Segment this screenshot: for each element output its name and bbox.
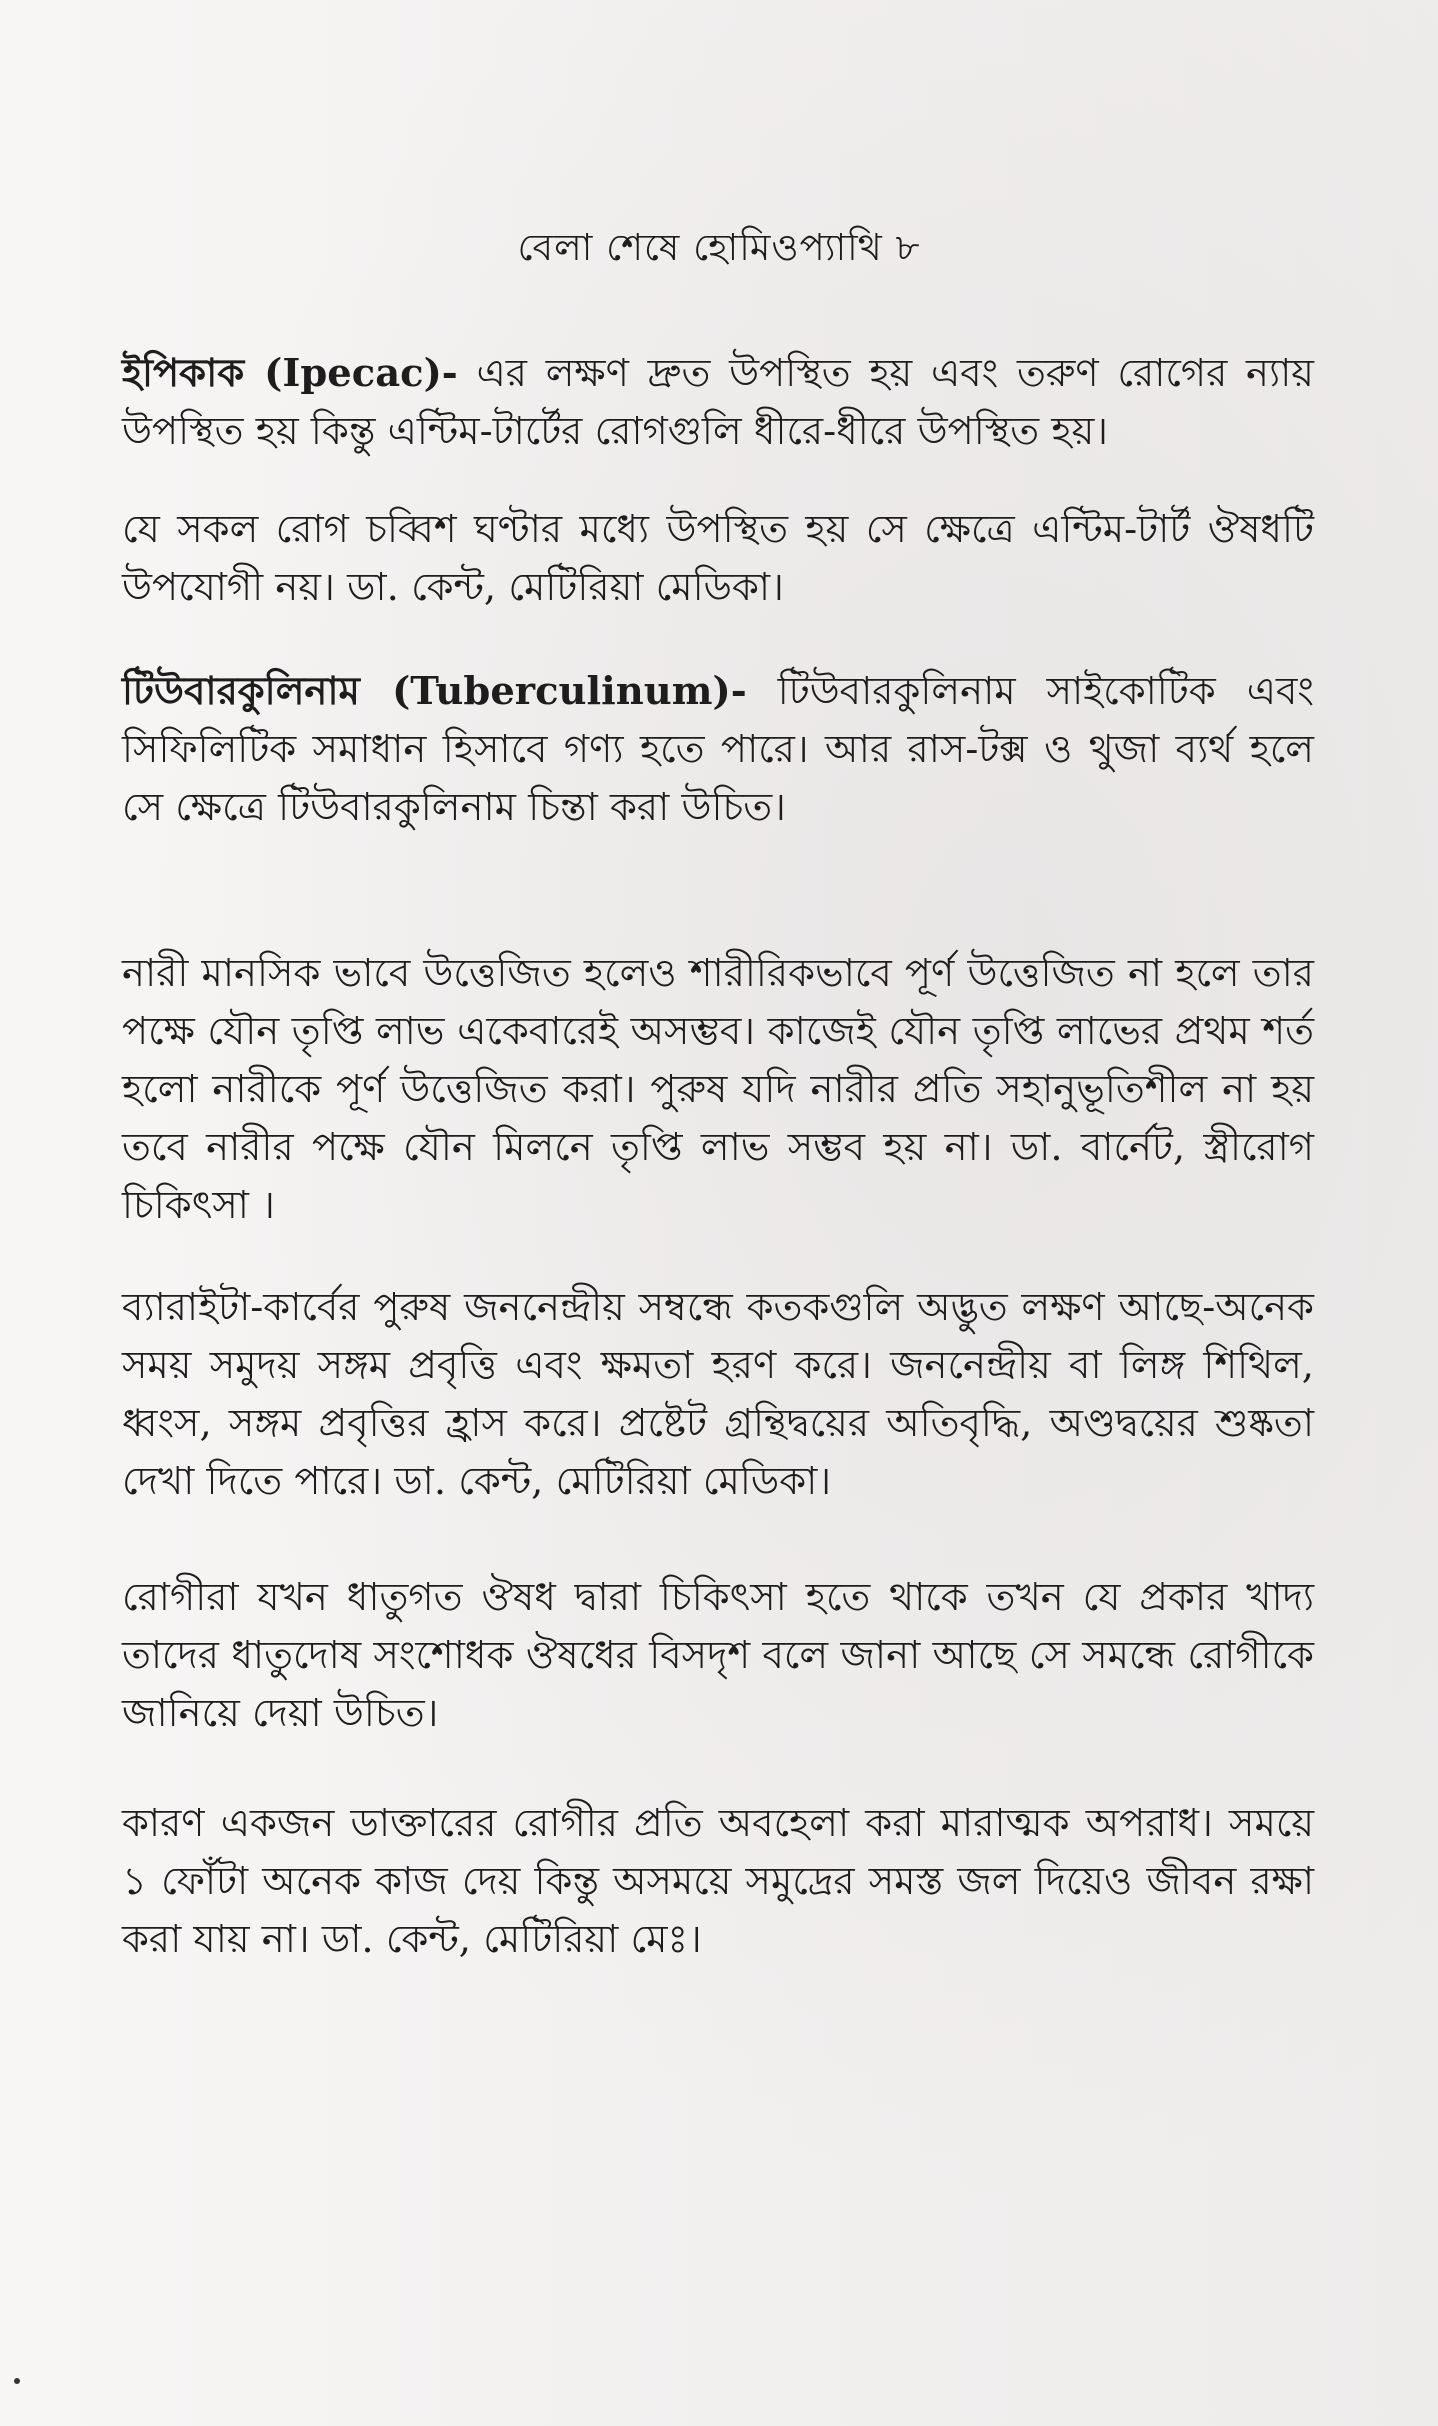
remedy-term: টিউবারকুলিনাম (Tuberculinum)-: [122, 669, 747, 714]
page-body: [122, 345, 1314, 1969]
paragraph-text: যে সকল রোগ চব্বিশ ঘণ্টার মধ্যে উপস্থিত হয় সে ক্ষেত্রে এন্টিম-টার্ট ঔষধটি উপযোগী নয়। ডা. কেন্ট, মেটিরিয়া মেডিকা।: [122, 507, 1314, 610]
paragraph-burnett: [122, 945, 1314, 1235]
paragraph-diet-advice: [122, 1569, 1314, 1743]
paragraph-text: নারী মানসিক ভাবে উত্তেজিত হলেও শারীরিকভাবে পূর্ণ উত্তেজিত না হলে তার পক্ষে যৌন তৃপ্তি লাভ একেবারেই অসম্ভব। কাজেই যৌন তৃপ্তি লাভের প্রথম শর্ত হলো নারীকে পূর্ণ উত্তেজিত করা। পুরুষ যদি নারীর প্রতি সহানুভূতিশীল না হয় তবে নারীর পক্ষে যৌন মিলনে তৃপ্তি লাভ সম্ভব হয় না। ডা. বার্নেট, স্ত্রীরোগ চিকিৎসা ।: [122, 951, 1314, 1228]
paragraph-neglect: [122, 1795, 1314, 1969]
page-header-title: বেলা শেষে হোমিওপ্যাথি ৮: [517, 226, 921, 269]
running-header: [0, 218, 1438, 281]
paragraph-text: ব্যারাইটা-কার্বের পুরুষ জননেন্দ্রীয় সম্বন্ধে কতকগুলি অদ্ভুত লক্ষণ আছে-অনেক সময় সমুদয় সঙ্গম প্রবৃত্তি এবং ক্ষমতা হরণ করে। জননেন্দ্রীয় বা লিঙ্গ শিথিল, ধ্বংস, সঙ্গম প্রবৃত্তির হ্রাস করে। প্রষ্টেট গ্রন্থিদ্বয়ের অতিবৃদ্ধি, অণ্ডদ্বয়ের শুষ্কতা দেখা দিতে পারে। ডা. কেন্ট, মেটিরিয়া মেডিকা।: [122, 1285, 1314, 1504]
remedy-term: ইপিকাক (Ipecac)-: [122, 351, 458, 396]
paragraph-tuberculinum: [122, 663, 1314, 837]
paragraph-text: কারণ একজন ডাক্তারের রোগীর প্রতি অবহেলা করা মারাত্মক অপরাধ। সময়ে ১ ফোঁটা অনেক কাজ দেয় কিন্তু অসময়ে সমুদ্রের সমস্ত জল দিয়েও জীবন রক্ষা করা যায় না। ডা. কেন্ট, মেটিরিয়া মেঃ।: [122, 1801, 1314, 1962]
paragraph-text: টিউবারকুলিনাম সাইকোটিক এবং সিফিলিটিক সমাধান হিসাবে গণ্য হতে পারে। আর রাস-টক্স ও থুজা ব্যর্থ হলে সে ক্ষেত্রে টিউবারকুলিনাম চিন্তা করা উচিত।: [122, 669, 1315, 830]
paragraph-baryta-carb: [122, 1279, 1314, 1511]
ink-speck: [14, 2378, 20, 2384]
paragraph-text: এর লক্ষণ দ্রুত উপস্থিত হয় এবং তরুণ রোগের ন্যায় উপস্থিত হয় কিন্তু এন্টিম-টার্টের রোগগুলি ধীরে-ধীরে উপস্থিত হয়।: [122, 351, 1314, 454]
paragraph-ipecac: [122, 345, 1314, 461]
paragraph-text: রোগীরা যখন ধাতুগত ঔষধ দ্বারা চিকিৎসা হতে থাকে তখন যে প্রকার খাদ্য তাদের ধাতুদোষ সংশোধক ঔষধের বিসদৃশ বলে জানা আছে সে সমন্ধে রোগীকে জানিয়ে দেয়া উচিত।: [122, 1575, 1314, 1736]
paragraph-antim-tart: [122, 501, 1314, 617]
